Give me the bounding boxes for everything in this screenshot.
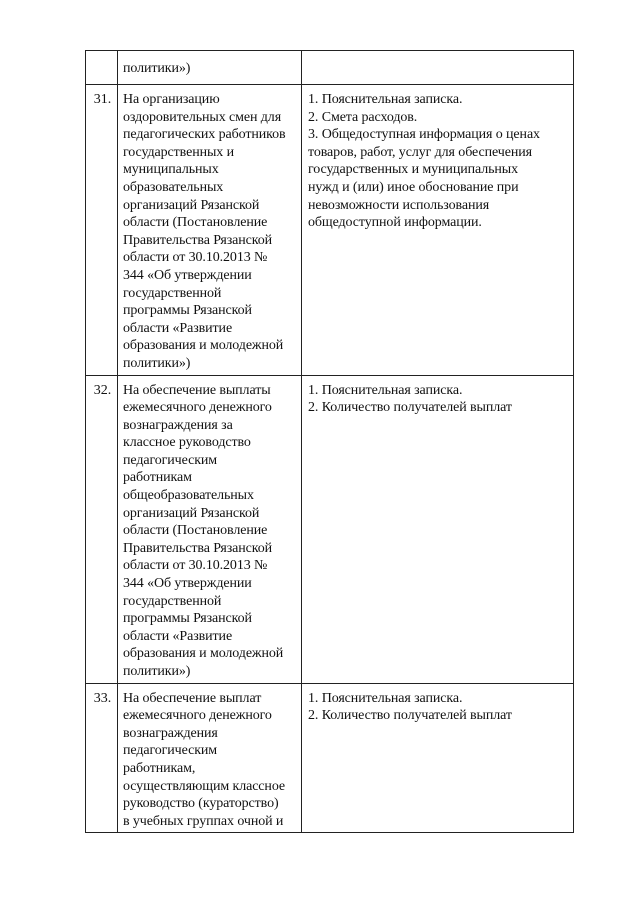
document-item: 1. Пояснительная записка. <box>308 382 463 398</box>
document-item: 2. Смета расходов. <box>308 109 418 125</box>
documents-cell <box>302 683 574 833</box>
row-number: 33. <box>93 690 112 706</box>
table-row <box>86 683 574 833</box>
document-item: 2. Количество получателей выплат <box>308 400 512 416</box>
row-description: На организацию оздоровительных смен для педагогических работников государственных и муниципальных образовательных организаций Рязанской области (Постановление Правительства Рязанской области от 30.10.2013 № 344 «Об утверждении государственной программы Рязанской области «Развитие образования и молодежной политики») <box>123 92 286 371</box>
table-row <box>86 51 574 85</box>
documents-list <box>302 51 573 59</box>
row-number-cell <box>86 683 118 833</box>
description-cell <box>118 85 302 376</box>
description-cell <box>118 375 302 683</box>
table-row <box>86 375 574 683</box>
row-number-cell <box>86 375 118 683</box>
description-cell <box>118 683 302 833</box>
requirements-table <box>85 50 574 833</box>
documents-list <box>302 376 573 419</box>
documents-cell <box>302 375 574 683</box>
row-number: 31. <box>93 92 112 107</box>
document-item: 2. Количество получателей выплат <box>308 708 512 724</box>
document-item: 1. Пояснительная записка. <box>308 92 463 107</box>
row-number <box>86 51 117 57</box>
row-number-cell <box>86 85 118 376</box>
row-number: 32. <box>93 382 112 398</box>
documents-list <box>302 85 573 234</box>
document-item: 3. Общедоступная информация о ценах товаров, работ, услуг для обеспечения государственных и муниципальных нужд и (или) иное обоснование при невозможности использования общедоступной информации. <box>308 127 540 231</box>
documents-list <box>302 684 573 727</box>
row-number-cell <box>86 51 118 85</box>
description-cell <box>118 51 302 85</box>
documents-cell <box>302 85 574 376</box>
table-row <box>86 85 574 376</box>
document-item: 1. Пояснительная записка. <box>308 690 463 706</box>
documents-cell <box>302 51 574 85</box>
row-description: На обеспечение выплаты ежемесячного денежного вознаграждения за классное руководство педагогическим работникам общеобразовательных организаций Рязанской области (Постановление Правительства Рязанской области от 30.10.2013 № 344 «Об утверждении государственной программы Рязанской области «Развитие образования и молодежной политики») <box>123 382 284 679</box>
row-description: политики») <box>123 61 191 76</box>
row-description: На обеспечение выплат ежемесячного денежного вознаграждения педагогическим работникам, осуществляющим классное руководство (кураторство) в учебных группах очной и <box>123 690 286 829</box>
